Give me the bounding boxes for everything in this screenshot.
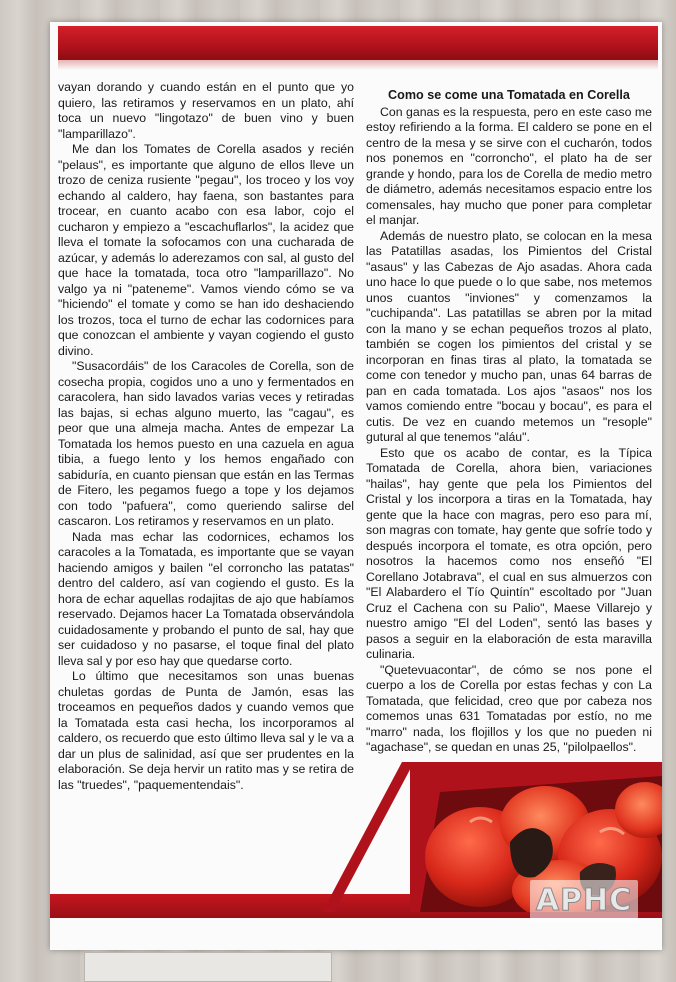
right-column [366,88,652,756]
left-paragraph-3: "Susacordáis" de los Caracoles de Corella, son de cosecha propia, cogidos uno a uno y fermentados en caracolera, han sido lavados varias veces y retiradas las bajas, si echas alguno muerto, las "cagau", es peor que una almeja macha. Antes de empezar La Tomatada los hemos puesto en una cazuela en agua tibia, a fuego lento y los hemos engañado con sabiduría, en cuanto piensan que están en las Termas de Fitero, les pegamos fuego a tope y los dejamos con todo "pafuera", como queriendo salirse del cascaron. Los retiramos y reservamos en un plato. [58,359,354,528]
magazine-page [50,22,662,950]
section-title: Como se come una Tomatada en Corella [388,88,630,102]
left-paragraph-4: Nada mas echar las codornices, echamos los caracoles a la Tomatada, es importante que se vayan haciendo amigos y bailen "el corroncho las patatas" dentro del caldero, así van cogiendo el gusto. Es la hora de echar aquellas rodajitas de ajo que habíamos reservado. Dejamos hacer La Tomatada observándola cuidadosamente y probando el punto de sal, hay que ser cuidadoso y no pasarse, el toque final del plato lleva sal y por eso hay que quedarse corto. [58,529,354,668]
right-paragraph-2: Además de nuestro plato, se colocan en la mesa las Patatillas asadas, los Pimientos del Cristal "asaus" y las Cabezas de Ajo asadas. Ahora cada uno hace lo que puede o lo que sabe, nos metemos unos cuantos "inviones" y comenzamos la "cuchipanda". Las patatillas se abren por la mitad con la mano y se echan pequeños trozos al plato, también se cogen los pimientos del cristal y se incorporan en finas tiras al plato, la tomatada se come con tenedor y mucho pan, unas 64 barras de pan en cada tomatada. Los ajos "asaos" nos los vamos comiendo entre "bocau y bocau", es para el cutis. De vez en cuando metemos un "resople" gutural al que tenemos "aláu". [366,228,652,444]
left-paragraph-1: vayan dorando y cuando están en el punto que yo quiero, las retiramos y reservamos en un plato, ahí toca un nuevo "lingotazo" de buen vino y buen "lamparillazo". [58,80,354,141]
next-page-edge [84,952,332,982]
right-paragraph-3: Esto que os acabo de contar, es la Típica Tomatada de Corella, ahora bien, variaciones "hailas", hay gente que pela los Pimientos del Cristal y los incorpora a tiras en la Tomatada, hay gente que la hace con magras, pero eso para mí, son magras con tomate, hay gente que sofríe todo y después incorpora el tomate, es otra opción, pero nosotros la hacemos como nos enseñó "El Corellano Jotabrava", el cual en sus almuerzos con "El Alabardero el Tío Quintín" escoltado por "Juan Cruz el Cachena con su Palio", Maese Villarejo y nuestro amigo "El del Loden", sentó las bases y pasos a seguir en la elaboración de esta maravilla culinaria. [366,445,652,661]
right-paragraph-4: "Quetevuacontar", de cómo se nos pone el cuerpo a los de Corella por estas fechas y con La Tomatada, que felicidad, creo que por cabeza nos comemos unas 631 Tomatadas por estío, no me "marro" nada, los flojillos y los que no pueden ni "agachase", se quedan en unas 25, "pilolpaellos". [366,662,652,754]
left-paragraph-2: Me dan los Tomates de Corella asados y recién "pelaus", es importante que alguno de ellos lleve un trozo de ceniza rusiente "pegau", los troceo y los voy echando al caldero, hay faena, son bastantes para trocear, en cuanto acabo con esa labor, cojo el cucharon y empiezo a "escachuflarlos", la acidez que lleva el tomate la sofocamos con una cucharada de azúcar, y además lo aderezamos con sal, al gusto del que hace la tomatada, toca otro "lamparillazo". No valgo ya ni "pateneme". Vamos viendo cómo se va "hiciendo" el tomate y como se han ido deshaciendo los trozos, toca el turno de echar las codornices para que conozcan el ambiente y vayan cogiendo el gusto divino. [58,142,354,358]
aphc-watermark-logo: APHC [530,880,638,922]
left-paragraph-5: Lo último que necesitamos son unas buenas chuletas gordas de Punta de Jamón, esas las troceamos en pequeños dados y cuando vemos que la Tomatada esta casi hecha, los incorporamos al caldero, os recuerdo que esto último lleva sal y le va a dar un plus de salinidad, así que ser prudentes en la elaboración. Se deja hervir un ratito mas y se retira de las "truedes", "paquementendais". [58,669,354,792]
header-red-band [58,26,658,60]
header-band-shadow [58,60,658,70]
left-column [58,80,354,793]
right-paragraph-1: Con ganas es la respuesta, pero en este caso me estoy refiriendo a la forma. El caldero se pone en el centro de la mesa y se sirve con el cucharón, todos nos ponemos en "corroncho", el plato ha de ser grande y hondo, para los de Corella de medio metro de diámetro, además necesitamos espacio entre los comensales, hay mucho que poner para completar el manjar. [366,104,652,227]
